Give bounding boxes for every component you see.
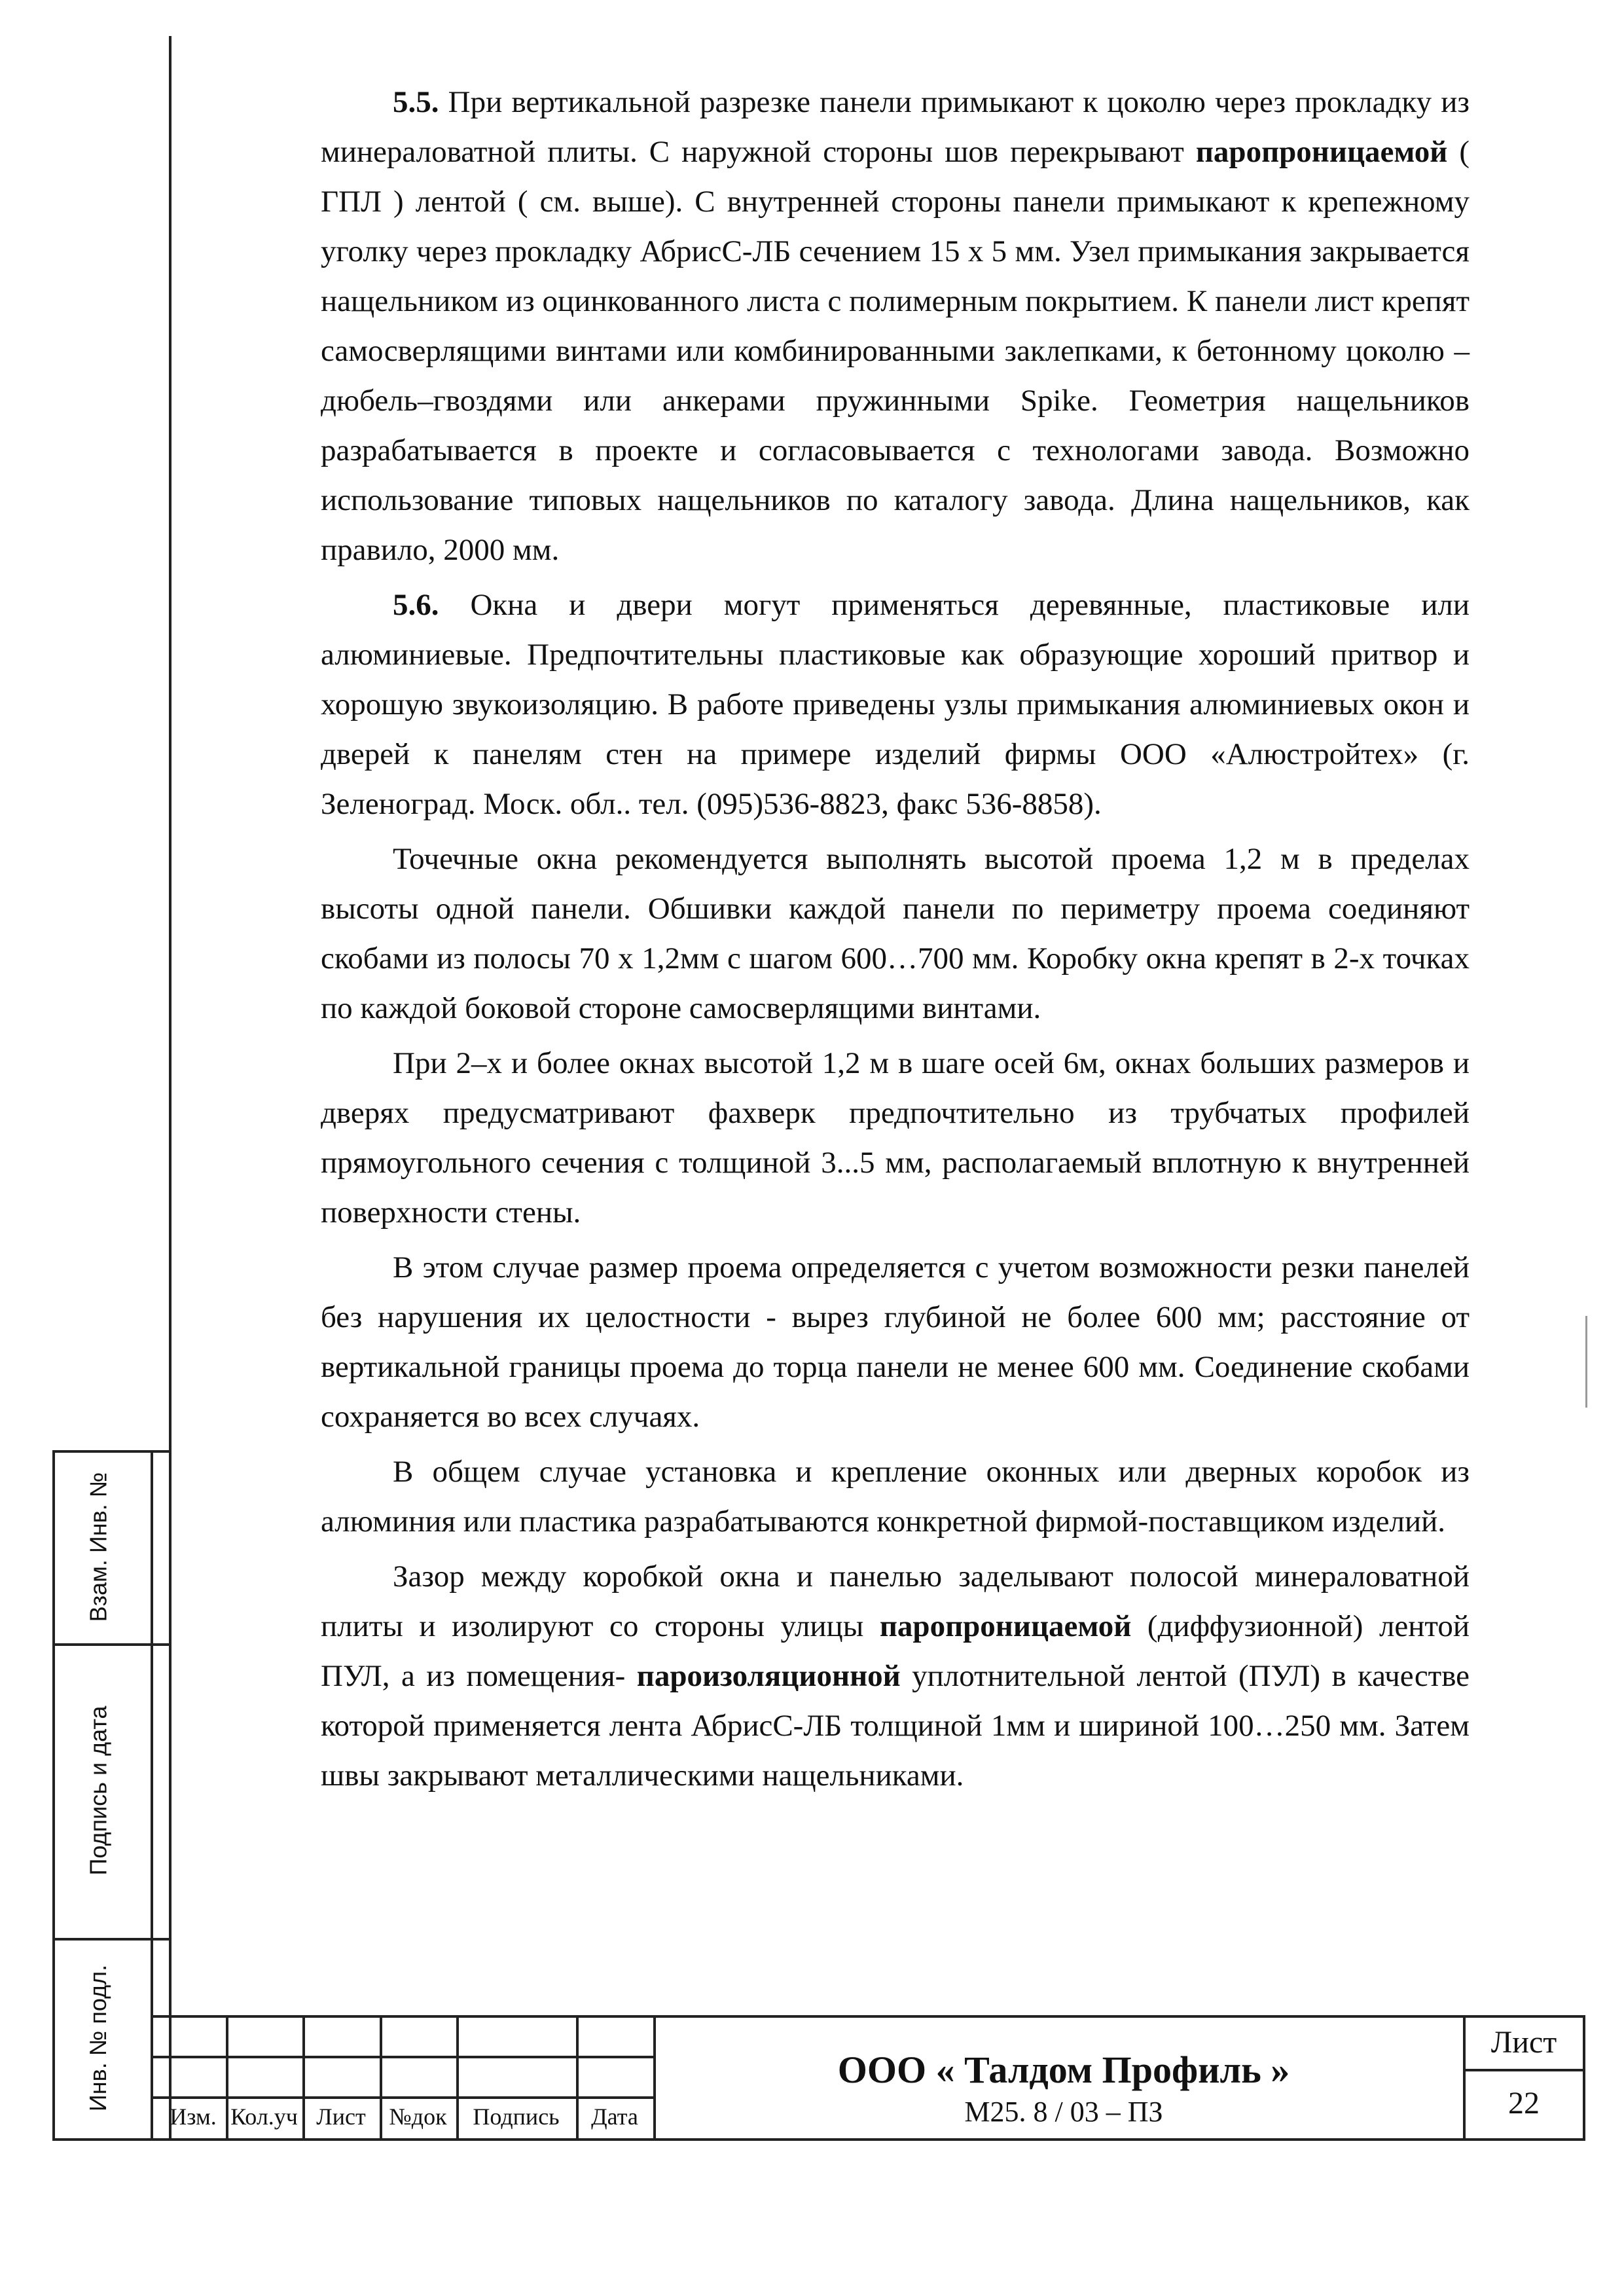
text-run: В этом случае размер проема определяется с учетом возможности резки панелей без нарушения их целостности - вырез глубиной не более 600 мм; расстояние от вертикальной границы проема до торца панели не менее 600 мм. Соединение скобами сохраняется во всех случаях.: [321, 1250, 1470, 1434]
bold-text: 5.5.: [393, 85, 439, 119]
text-run: ( ГПЛ ) лентой ( см. выше). С внутренней стороны панели примыкают к крепежному уголку через прокладку АбрисС-ЛБ сечением 15 х 5 мм. Узел примыкания закрывается нащельником из оцинкованного листа с полимерным покрытием. К панели лист крепят самосверлящими винтами или комбинированными заклепками, к бетонному цоколю – дюбель–гвоздями или анкерами пружинными Spike. Геометрия нащельников разрабатывается в проекте и согласовывается с технологами завода. Возможно использование типовых нащельников по каталогу завода. Длина нащельников, как правило, 2000 мм.: [321, 135, 1470, 567]
sheet-label: Лист: [1490, 2025, 1557, 2060]
side-label-inv: [52, 1938, 144, 2138]
organization-name: ООО « Талдом Профиль »: [837, 2049, 1290, 2091]
paragraph: [321, 1552, 1470, 1800]
col-header-list: Лист: [316, 2104, 366, 2130]
paragraph: [321, 1038, 1470, 1237]
scan-artifact: [1585, 1316, 1587, 1408]
bold-text: паропроницаемой: [1195, 135, 1448, 169]
bold-text: пароизоляционной: [636, 1659, 901, 1693]
text-run: Точечные окна рекомендуется выполнять высотой проема 1,2 м в пределах высоты одной панели. Обшивки каждой панели по периметру проема соединяют скобами из полосы 70 х 1,2мм с шагом 600…700 мм. Коробку окна крепят в 2-х точках по каждой боковой стороне самосверлящими винтами.: [321, 842, 1470, 1025]
sheet-number: 22: [1508, 2086, 1540, 2121]
text-run: уплотнительной лентой (ПУЛ) в качестве которой применяется лента АбрисС-ЛБ толщиной 1мм и шириной 100…250 мм. Затем швы закрывают металлическими нащельниками.: [321, 1659, 1470, 1793]
frame-right-line: [1583, 2015, 1585, 2141]
title-block-top-line: [151, 2015, 1585, 2018]
paragraph: [321, 580, 1470, 829]
text-run: В общем случае установка и крепление оконных или дверных коробок из алюминия или пластика разрабатываются конкретной фирмой-поставщиком изделий.: [321, 1455, 1470, 1539]
text-run: Окна и двери могут применяться деревянные, пластиковые или алюминиевые. Предпочтительны пластиковые как образующие хороший притвор и хорошую звукоизоляцию. В работе приведены узлы примыкания алюминиевых окон и дверей к панелям стен на примере изделий фирмы ООО «Алюстройтех» (г. Зеленоград. Моск. обл.. тел. (095)536-8823, факс 536-8858).: [321, 588, 1470, 821]
paragraph: [321, 1447, 1470, 1546]
text-run: При вертикальной разрезке панели примыкают к цоколю через прокладку из минераловатной плиты. С наружной стороны шов перекрывают: [321, 85, 1470, 169]
paragraph: [321, 1243, 1470, 1442]
document-code: М25. 8 / 03 – ПЗ: [964, 2096, 1163, 2128]
text-run: При 2–х и более окнах высотой 1,2 м в шаге осей 6м, окнах больших размеров и дверях предусматривают фахверк предпочтительно из трубчатых профилей прямоугольного сечения с толщиной 3...5 мм, располагаемый вплотную к внутренней поверхности стены.: [321, 1046, 1470, 1230]
side-strip-inner-line: [151, 1450, 153, 2141]
col-header-izm: Изм.: [170, 2104, 217, 2130]
col-header-koluch: Кол.уч: [230, 2104, 298, 2130]
side-label-vzam: [52, 1450, 144, 1643]
frame-left-line: [169, 36, 171, 2141]
col-header-data: Дата: [591, 2104, 638, 2130]
col-header-podpis: Подпись: [473, 2104, 560, 2130]
bold-text: паропроницаемой: [879, 1609, 1132, 1643]
sheet-box-divider: [1463, 2069, 1585, 2071]
side-label-inv-text: Инв. № подл.: [84, 1964, 111, 2112]
text-run: (диффузионной) лентой ПУЛ, а из помещения-: [321, 1609, 1470, 1693]
bold-text: 5.6.: [393, 588, 439, 622]
col-header-ndok: №док: [389, 2104, 447, 2130]
paragraph: [321, 834, 1470, 1033]
side-label-vzam-text: Взам. Инв. №: [84, 1472, 112, 1622]
document-body: [321, 77, 1470, 1800]
text-run: Зазор между коробкой окна и панелью заделывают полосой минераловатной плиты и изолируют со стороны улицы: [321, 1559, 1470, 1643]
side-label-podpis: [52, 1643, 144, 1938]
paragraph: [321, 77, 1470, 575]
side-label-podpis-text: Подпись и дата: [84, 1705, 111, 1876]
frame-bottom-line: [52, 2138, 1585, 2141]
